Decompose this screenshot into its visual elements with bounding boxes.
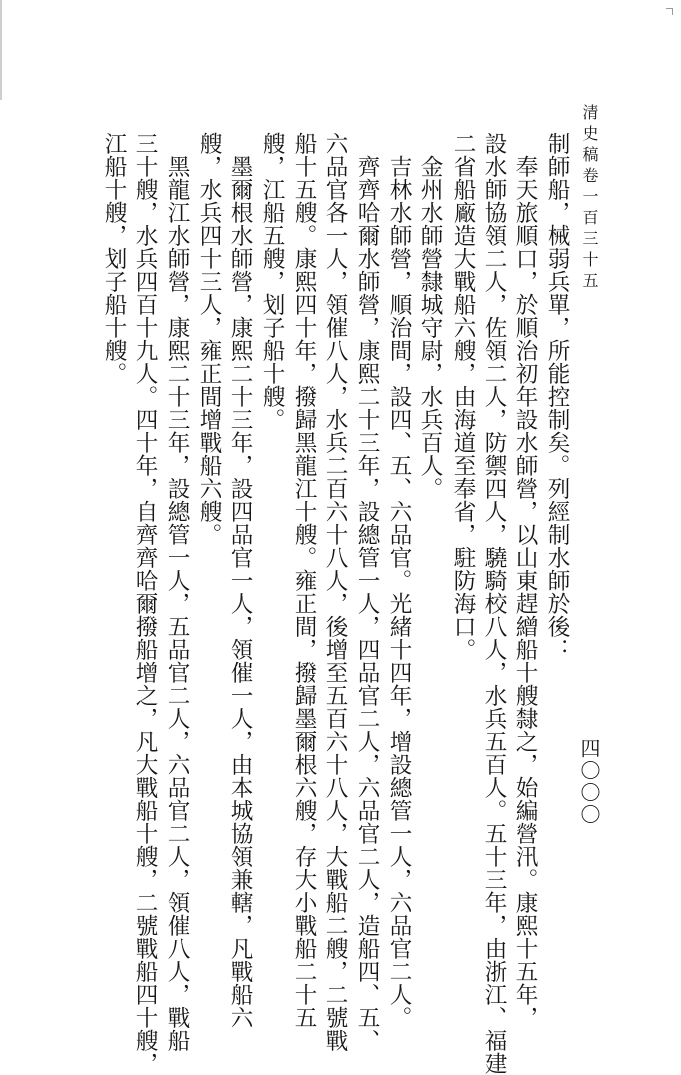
text-column-5: 金州水師營隸城守尉，水兵百人。 — [417, 155, 443, 500]
text-column-8: 六品官各一人，領催八人，水兵二百六十八人，後增至五百六十八人，大戰船二艘，二號戰 — [322, 132, 348, 1052]
running-title: 清史稿卷一百三十五 — [580, 104, 599, 293]
scan-edge-mark — [0, 0, 2, 100]
text-column-2: 奉天旅順口，於順治初年設水師營，以山東趕繒船十艘隸之，始編營汛。康熙十五年， — [512, 155, 538, 1029]
text-column-4: 二省船廠造大戰船六艘，由海道至奉省，駐防海口。 — [450, 132, 476, 661]
text-column-10: 艘，江船五艘，划子船十艘。 — [259, 132, 285, 431]
text-column-9: 船十五艘。康熙四十年，撥歸黑龍江十艘。雍正間，撥歸墨爾根六艘，存大小戰船二十五 — [291, 132, 317, 1029]
text-column-12: 艘，水兵四十三人，雍正間增戰船六艘。 — [196, 132, 222, 546]
text-column-14: 三十艘，水兵四百十九人。四十年，自齊齊哈爾撥船增之，凡大戰船十艘，二號戰船四十艘， — [132, 132, 158, 1075]
text-column-3: 設水師協領二人，佐領二人，防禦四人，驍騎校八人，水兵五百人。五十三年，由浙江、福建 — [481, 132, 507, 1075]
scan-corner-mark — [666, 8, 673, 15]
text-column-11: 墨爾根水師營，康熙二十三年，設四品官一人，領催一人，由本城協領兼轄，凡戰船六 — [227, 155, 253, 1029]
text-column-6: 吉林水師營，順治間，設四、五、六品官。光緒十四年，增設總管一人，六品官二人。 — [386, 155, 412, 1029]
text-column-13: 黑龍江水師營，康熙二十三年，設總管一人，五品官二人，六品官二人，領催八人，戰船 — [164, 155, 190, 1052]
text-column-15: 江船十艘，划子船十艘。 — [101, 132, 127, 385]
page-number: 四〇〇〇 — [577, 738, 601, 826]
text-column-1: 制師船，械弱兵單，所能控制矣。列經制水師於後： — [544, 132, 570, 661]
text-column-7: 齊齊哈爾水師營，康熙二十三年，設總管一人，四品官二人，六品官二人，造船四、五、 — [354, 155, 380, 1052]
